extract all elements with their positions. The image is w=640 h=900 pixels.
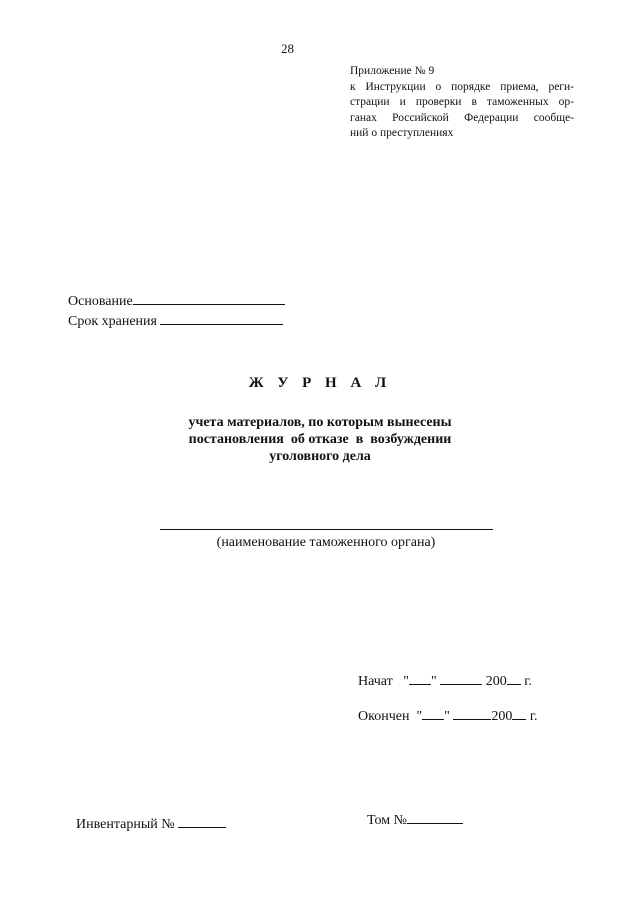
- inventory-number-blank: [178, 815, 226, 828]
- storage-period-label: Срок хранения: [68, 314, 157, 329]
- month-blank: [453, 707, 491, 720]
- basis-label: Основание: [68, 294, 133, 309]
- inventory-number-label: Инвентарный №: [76, 817, 175, 832]
- day-blank: [409, 672, 431, 685]
- year-suffix: г.: [529, 709, 538, 724]
- volume-number-blank: [407, 811, 463, 824]
- storage-period-blank: [160, 312, 283, 325]
- org-name-blank: [160, 529, 493, 530]
- appendix-line: ний о преступлениях: [350, 127, 454, 139]
- year-blank: [512, 707, 526, 720]
- basis-blank: [133, 292, 285, 305]
- started-date-row: [358, 672, 532, 690]
- year-prefix: 200: [485, 674, 507, 689]
- journal-title: Ж У Р Н А Л: [248, 375, 392, 391]
- subtitle-line: учета материалов, по которым вынесены: [188, 415, 452, 430]
- volume-number-label: Том №: [367, 813, 407, 828]
- storage-period-field: [68, 312, 283, 330]
- page-number: 28: [281, 41, 294, 56]
- org-name-caption: (наименование таможенного органа): [216, 535, 436, 550]
- year-suffix: г.: [524, 674, 532, 689]
- appendix-line: к Инструкции о порядке приема, реги-: [350, 80, 574, 93]
- basis-field: [68, 292, 285, 310]
- open-quote: ": [416, 709, 423, 724]
- ended-date-row: [358, 707, 538, 725]
- appendix-line: страции и проверки в таможенных ор-: [350, 96, 574, 108]
- subtitle-line: постановления об отказе в возбуждении: [188, 432, 452, 447]
- close-quote: ": [444, 709, 450, 724]
- day-blank: [422, 707, 444, 720]
- subtitle-line: уголовного дела: [269, 449, 371, 464]
- appendix-line: ганах Российской Федерации сообще-: [350, 111, 574, 124]
- journal-subtitle: [0, 414, 640, 465]
- ended-label: Окончен: [358, 709, 410, 724]
- appendix-note: [350, 64, 574, 142]
- inventory-number-field: [76, 815, 226, 833]
- month-blank: [440, 672, 482, 685]
- started-label: Начат: [358, 674, 393, 689]
- year-prefix: 200: [491, 709, 513, 724]
- open-quote: ": [403, 674, 409, 689]
- close-quote: ": [431, 674, 437, 689]
- year-blank: [507, 672, 521, 685]
- appendix-line: Приложение № 9: [350, 65, 435, 77]
- volume-number-field: [367, 811, 463, 829]
